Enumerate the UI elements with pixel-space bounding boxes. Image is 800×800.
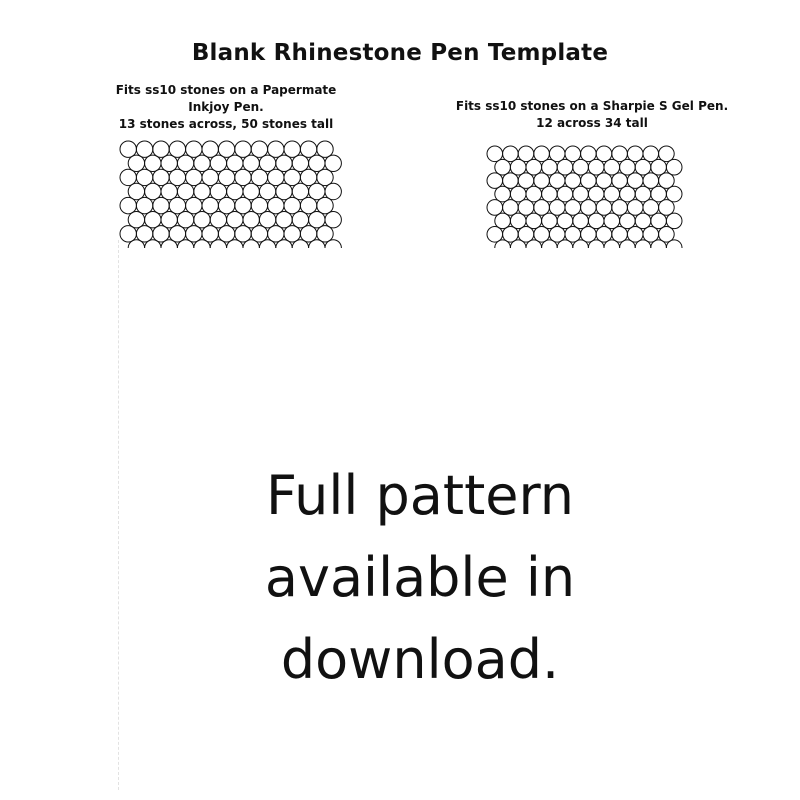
rhinestone-circle — [218, 169, 234, 185]
rhinestone-circle — [666, 240, 682, 248]
rhinestone-circle — [259, 155, 275, 171]
rhinestone-circle — [251, 197, 267, 213]
rhinestone-circle — [243, 155, 259, 171]
rhinestone-circle — [235, 197, 251, 213]
rhinestone-circle — [268, 197, 284, 213]
rhinestone-circle — [136, 197, 152, 213]
rhinestone-circle — [153, 226, 169, 242]
rhinestone-circle — [300, 197, 316, 213]
rhinestone-circle — [251, 169, 267, 185]
rhinestone-circle — [227, 183, 243, 199]
rhinestone-circle — [120, 197, 136, 213]
rhinestone-circle — [120, 141, 136, 157]
stone-grid-svg — [119, 140, 345, 248]
rhinestone-circle — [177, 155, 193, 171]
rhinestone-circle — [194, 183, 210, 199]
rhinestone-circle — [259, 240, 275, 248]
rhinestone-circle — [276, 183, 292, 199]
sharpie-template-caption — [452, 98, 732, 132]
rhinestone-circle — [309, 155, 325, 171]
rhinestone-circle — [526, 240, 542, 248]
rhinestone-circle — [145, 212, 161, 228]
rhinestone-circle — [194, 240, 210, 248]
rhinestone-circle — [202, 141, 218, 157]
rhinestone-circle — [300, 169, 316, 185]
rhinestone-circle — [309, 212, 325, 228]
rhinestone-circle — [194, 155, 210, 171]
rhinestone-circle — [186, 169, 202, 185]
rhinestone-circle — [177, 240, 193, 248]
caption-line: 12 across 34 tall — [536, 116, 648, 130]
rhinestone-circle — [268, 169, 284, 185]
rhinestone-circle — [210, 240, 226, 248]
rhinestone-circle — [120, 169, 136, 185]
rhinestone-circle — [317, 226, 333, 242]
rhinestone-circle — [325, 183, 341, 199]
rhinestone-circle — [309, 183, 325, 199]
rhinestone-circle — [128, 155, 144, 171]
rhinestone-circle — [243, 183, 259, 199]
notice-line: download. — [280, 628, 560, 691]
rhinestone-circle — [268, 226, 284, 242]
rhinestone-circle — [161, 212, 177, 228]
rhinestone-circle — [145, 240, 161, 248]
rhinestone-circle — [128, 212, 144, 228]
rhinestone-circle — [510, 240, 526, 248]
rhinestone-circle — [128, 183, 144, 199]
rhinestone-circle — [169, 141, 185, 157]
page-margin-guide — [118, 240, 119, 790]
rhinestone-circle — [604, 240, 620, 248]
rhinestone-circle — [620, 240, 636, 248]
rhinestone-circle — [145, 183, 161, 199]
rhinestone-circle — [292, 183, 308, 199]
rhinestone-circle — [136, 226, 152, 242]
rhinestone-circle — [227, 155, 243, 171]
rhinestone-circle — [120, 226, 136, 242]
rhinestone-circle — [210, 212, 226, 228]
rhinestone-circle — [218, 226, 234, 242]
rhinestone-circle — [227, 240, 243, 248]
rhinestone-circle — [186, 226, 202, 242]
rhinestone-circle — [227, 212, 243, 228]
rhinestone-circle — [235, 141, 251, 157]
rhinestone-circle — [542, 240, 558, 248]
rhinestone-circle — [145, 155, 161, 171]
rhinestone-circle — [202, 197, 218, 213]
rhinestone-circle — [153, 141, 169, 157]
rhinestone-circle — [243, 240, 259, 248]
papermate-template-caption — [110, 82, 342, 133]
rhinestone-circle — [317, 197, 333, 213]
caption-line: Fits ss10 stones on a Papermate — [115, 83, 337, 97]
rhinestone-circle — [284, 226, 300, 242]
rhinestone-circle — [136, 169, 152, 185]
rhinestone-circle — [169, 169, 185, 185]
notice-line: Full pattern — [266, 464, 574, 527]
rhinestone-circle — [202, 226, 218, 242]
rhinestone-circle — [325, 240, 341, 248]
rhinestone-circle — [202, 169, 218, 185]
rhinestone-circle — [317, 169, 333, 185]
rhinestone-circle — [284, 141, 300, 157]
rhinestone-circle — [161, 155, 177, 171]
rhinestone-circle — [251, 141, 267, 157]
rhinestone-circle — [651, 240, 667, 248]
rhinestone-circle — [218, 197, 234, 213]
rhinestone-circle — [292, 240, 308, 248]
rhinestone-circle — [557, 240, 573, 248]
rhinestone-circle — [284, 197, 300, 213]
download-notice — [120, 455, 720, 701]
rhinestone-circle — [186, 197, 202, 213]
rhinestone-circle — [161, 183, 177, 199]
rhinestone-circle — [210, 155, 226, 171]
caption-line: 13 stones across, 50 stones tall — [118, 117, 334, 131]
rhinestone-circle — [292, 212, 308, 228]
rhinestone-circle — [153, 169, 169, 185]
rhinestone-circle — [317, 141, 333, 157]
rhinestone-circle — [300, 226, 316, 242]
rhinestone-circle — [186, 141, 202, 157]
rhinestone-circle — [243, 212, 259, 228]
rhinestone-circle — [259, 183, 275, 199]
rhinestone-circle — [169, 226, 185, 242]
rhinestone-circle — [276, 212, 292, 228]
rhinestone-circle — [259, 212, 275, 228]
rhinestone-circle — [309, 240, 325, 248]
caption-line: Fits ss10 stones on a Sharpie S Gel Pen. — [455, 99, 729, 113]
sharpie-stone-grid — [486, 145, 691, 248]
rhinestone-circle — [573, 240, 589, 248]
rhinestone-circle — [210, 183, 226, 199]
rhinestone-circle — [161, 240, 177, 248]
rhinestone-circle — [588, 240, 604, 248]
caption-line: Inkjoy Pen. — [188, 100, 264, 114]
rhinestone-circle — [128, 240, 144, 248]
rhinestone-circle — [177, 183, 193, 199]
rhinestone-circle — [276, 240, 292, 248]
rhinestone-circle — [235, 226, 251, 242]
rhinestone-circle — [268, 141, 284, 157]
rhinestone-circle — [218, 141, 234, 157]
rhinestone-circle — [325, 212, 341, 228]
rhinestone-circle — [153, 197, 169, 213]
rhinestone-circle — [635, 240, 651, 248]
rhinestone-circle — [495, 240, 511, 248]
rhinestone-circle — [251, 226, 267, 242]
rhinestone-circle — [169, 197, 185, 213]
rhinestone-circle — [292, 155, 308, 171]
rhinestone-circle — [325, 155, 341, 171]
rhinestone-circle — [284, 169, 300, 185]
rhinestone-circle — [235, 169, 251, 185]
rhinestone-circle — [300, 141, 316, 157]
page-title: Blank Rhinestone Pen Template — [191, 40, 609, 66]
notice-line: available in — [264, 546, 576, 609]
rhinestone-circle — [276, 155, 292, 171]
rhinestone-circle — [136, 141, 152, 157]
rhinestone-circle — [194, 212, 210, 228]
stone-grid-svg — [486, 145, 691, 248]
rhinestone-circle — [177, 212, 193, 228]
papermate-stone-grid — [119, 140, 345, 248]
